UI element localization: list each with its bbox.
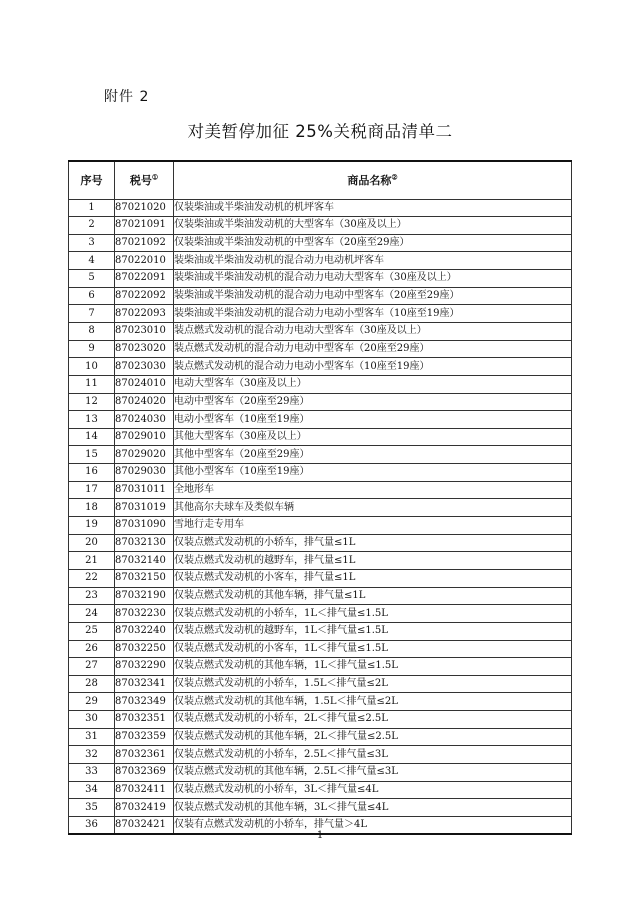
row-serial-number: 8 [69, 322, 115, 340]
row-serial-number: 11 [69, 375, 115, 393]
row-tax-code: 87032290 [115, 658, 174, 676]
row-serial-number: 36 [69, 816, 115, 834]
row-tax-code: 87032341 [115, 675, 174, 693]
row-tax-code: 87021092 [115, 234, 174, 252]
row-product-name: 电动大型客车（30座及以上） [174, 375, 572, 393]
row-serial-number: 27 [69, 658, 115, 676]
row-serial-number: 22 [69, 569, 115, 587]
row-tax-code: 87024030 [115, 411, 174, 429]
table-row [69, 728, 572, 746]
row-tax-code: 87023010 [115, 322, 174, 340]
table-header-row [69, 161, 572, 199]
row-tax-code: 87021091 [115, 217, 174, 235]
row-serial-number: 20 [69, 534, 115, 552]
row-serial-number: 34 [69, 781, 115, 799]
row-product-name: 装点燃式发动机的混合动力电动小型客车（10座至19座） [174, 358, 572, 376]
table-row [69, 199, 572, 217]
row-product-name: 仅装点燃式发动机的小轿车，1L＜排气量≤1.5L [174, 605, 572, 623]
table-row [69, 605, 572, 623]
document-title: 对美暂停加征 25%关税商品清单二 [187, 122, 453, 141]
row-product-name: 装点燃式发动机的混合动力电动中型客车（20座至29座） [174, 340, 572, 358]
table-row [69, 358, 572, 376]
row-product-name: 仅装点燃式发动机的小轿车，排气量≤1L [174, 534, 572, 552]
table-row [69, 322, 572, 340]
row-tax-code: 87032359 [115, 728, 174, 746]
row-serial-number: 32 [69, 746, 115, 764]
row-tax-code: 87032351 [115, 711, 174, 729]
row-tax-code: 87032140 [115, 552, 174, 570]
row-product-name: 仅装点燃式发动机的小轿车，2L＜排气量≤2.5L [174, 711, 572, 729]
table-row [69, 764, 572, 782]
row-tax-code: 87022091 [115, 270, 174, 288]
footnote-marker: ② [391, 172, 398, 182]
row-serial-number: 1 [69, 199, 115, 217]
row-product-name: 仅装柴油或半柴油发动机的大型客车（30座及以上） [174, 217, 572, 235]
row-serial-number: 30 [69, 711, 115, 729]
row-tax-code: 87032419 [115, 799, 174, 817]
row-tax-code: 87022010 [115, 252, 174, 270]
row-product-name: 仅装点燃式发动机的小轿车，3L＜排气量≤4L [174, 781, 572, 799]
row-product-name: 装柴油或半柴油发动机的混合动力电动大型客车（30座及以上） [174, 270, 572, 288]
row-product-name: 仅装点燃式发动机的小客车，1L＜排气量≤1.5L [174, 640, 572, 658]
table-row [69, 517, 572, 535]
table-row [69, 305, 572, 323]
row-tax-code: 87029020 [115, 446, 174, 464]
row-tax-code: 87032421 [115, 816, 174, 834]
table-row [69, 587, 572, 605]
row-serial-number: 17 [69, 481, 115, 499]
table-row [69, 252, 572, 270]
row-product-name: 其他高尔夫球车及类似车辆 [174, 499, 572, 517]
row-serial-number: 9 [69, 340, 115, 358]
row-tax-code: 87024020 [115, 393, 174, 411]
tariff-list-table [68, 160, 572, 835]
row-tax-code: 87021020 [115, 199, 174, 217]
table-row [69, 675, 572, 693]
row-product-name: 仅装有点燃式发动机的小轿车，排气量＞4L [174, 816, 572, 834]
row-product-name: 其他中型客车（20座至29座） [174, 446, 572, 464]
row-tax-code: 87031011 [115, 481, 174, 499]
table-row [69, 499, 572, 517]
row-tax-code: 87023030 [115, 358, 174, 376]
table-row [69, 658, 572, 676]
table-row [69, 569, 572, 587]
table-row [69, 464, 572, 482]
row-product-name: 仅装点燃式发动机的越野车，排气量≤1L [174, 552, 572, 570]
row-product-name: 仅装柴油或半柴油发动机的机坪客车 [174, 199, 572, 217]
table-row [69, 799, 572, 817]
row-product-name: 装柴油或半柴油发动机的混合动力电动小型客车（10座至19座） [174, 305, 572, 323]
row-tax-code: 87032349 [115, 693, 174, 711]
table-row [69, 552, 572, 570]
table-row [69, 622, 572, 640]
row-serial-number: 25 [69, 622, 115, 640]
row-product-name: 仅装点燃式发动机的其他车辆，2L＜排气量≤2.5L [174, 728, 572, 746]
row-product-name: 仅装点燃式发动机的其他车辆，2.5L＜排气量≤3L [174, 764, 572, 782]
row-tax-code: 87029030 [115, 464, 174, 482]
header-serial-number: 序号 [69, 161, 115, 199]
table-row [69, 693, 572, 711]
row-serial-number: 15 [69, 446, 115, 464]
row-tax-code: 87032369 [115, 764, 174, 782]
row-tax-code: 87032240 [115, 622, 174, 640]
row-serial-number: 14 [69, 428, 115, 446]
table-row [69, 711, 572, 729]
row-product-name: 仅装点燃式发动机的小轿车，1.5L＜排气量≤2L [174, 675, 572, 693]
row-serial-number: 29 [69, 693, 115, 711]
table-row [69, 746, 572, 764]
row-serial-number: 3 [69, 234, 115, 252]
table-row [69, 446, 572, 464]
row-serial-number: 10 [69, 358, 115, 376]
row-tax-code: 87032190 [115, 587, 174, 605]
row-product-name: 仅装点燃式发动机的小轿车，2.5L＜排气量≤3L [174, 746, 572, 764]
table-row [69, 270, 572, 288]
row-product-name: 仅装点燃式发动机的其他车辆，排气量≤1L [174, 587, 572, 605]
row-serial-number: 16 [69, 464, 115, 482]
row-product-name: 仅装柴油或半柴油发动机的中型客车（20座至29座） [174, 234, 572, 252]
table-row [69, 428, 572, 446]
row-product-name: 仅装点燃式发动机的其他车辆，1L＜排气量≤1.5L [174, 658, 572, 676]
header-product-name: 商品名称② [174, 161, 572, 199]
row-tax-code: 87031090 [115, 517, 174, 535]
row-serial-number: 19 [69, 517, 115, 535]
row-tax-code: 87032230 [115, 605, 174, 623]
row-serial-number: 35 [69, 799, 115, 817]
table-row [69, 287, 572, 305]
footnote-marker: ① [151, 172, 159, 182]
row-tax-code: 87023020 [115, 340, 174, 358]
row-product-name: 仅装点燃式发动机的越野车，1L＜排气量≤1.5L [174, 622, 572, 640]
row-product-name: 电动中型客车（20座至29座） [174, 393, 572, 411]
row-tax-code: 87032361 [115, 746, 174, 764]
row-product-name: 其他小型客车（10座至19座） [174, 464, 572, 482]
table-row [69, 375, 572, 393]
row-serial-number: 12 [69, 393, 115, 411]
row-serial-number: 33 [69, 764, 115, 782]
row-serial-number: 7 [69, 305, 115, 323]
row-serial-number: 2 [69, 217, 115, 235]
table-row [69, 340, 572, 358]
table-row [69, 534, 572, 552]
row-product-name: 装柴油或半柴油发动机的混合动力电动机坪客车 [174, 252, 572, 270]
row-serial-number: 4 [69, 252, 115, 270]
header-tax-code: 税号① [115, 161, 174, 199]
table-row [69, 217, 572, 235]
row-tax-code: 87032150 [115, 569, 174, 587]
row-tax-code: 87032250 [115, 640, 174, 658]
page-number: 1 [316, 830, 324, 841]
row-serial-number: 24 [69, 605, 115, 623]
row-serial-number: 21 [69, 552, 115, 570]
row-serial-number: 5 [69, 270, 115, 288]
row-serial-number: 13 [69, 411, 115, 429]
row-tax-code: 87031019 [115, 499, 174, 517]
table-row [69, 411, 572, 429]
row-tax-code: 87032130 [115, 534, 174, 552]
row-serial-number: 23 [69, 587, 115, 605]
row-tax-code: 87022092 [115, 287, 174, 305]
table-body [69, 199, 572, 834]
table-row [69, 393, 572, 411]
row-product-name: 雪地行走专用车 [174, 517, 572, 535]
row-product-name: 其他大型客车（30座及以上） [174, 428, 572, 446]
row-tax-code: 87024010 [115, 375, 174, 393]
table-row [69, 781, 572, 799]
row-product-name: 仅装点燃式发动机的其他车辆，3L＜排气量≤4L [174, 799, 572, 817]
table-row [69, 234, 572, 252]
row-serial-number: 31 [69, 728, 115, 746]
table-row [69, 640, 572, 658]
row-tax-code: 87022093 [115, 305, 174, 323]
row-product-name: 全地形车 [174, 481, 572, 499]
row-tax-code: 87029010 [115, 428, 174, 446]
table-row [69, 481, 572, 499]
row-tax-code: 87032411 [115, 781, 174, 799]
row-product-name: 装柴油或半柴油发动机的混合动力电动中型客车（20座至29座） [174, 287, 572, 305]
attachment-label: 附件 2 [104, 89, 150, 105]
row-serial-number: 26 [69, 640, 115, 658]
row-product-name: 电动小型客车（10座至19座） [174, 411, 572, 429]
row-product-name: 仅装点燃式发动机的小客车，排气量≤1L [174, 569, 572, 587]
row-serial-number: 18 [69, 499, 115, 517]
row-product-name: 仅装点燃式发动机的其他车辆，1.5L＜排气量≤2L [174, 693, 572, 711]
row-serial-number: 28 [69, 675, 115, 693]
row-product-name: 装点燃式发动机的混合动力电动大型客车（30座及以上） [174, 322, 572, 340]
row-serial-number: 6 [69, 287, 115, 305]
